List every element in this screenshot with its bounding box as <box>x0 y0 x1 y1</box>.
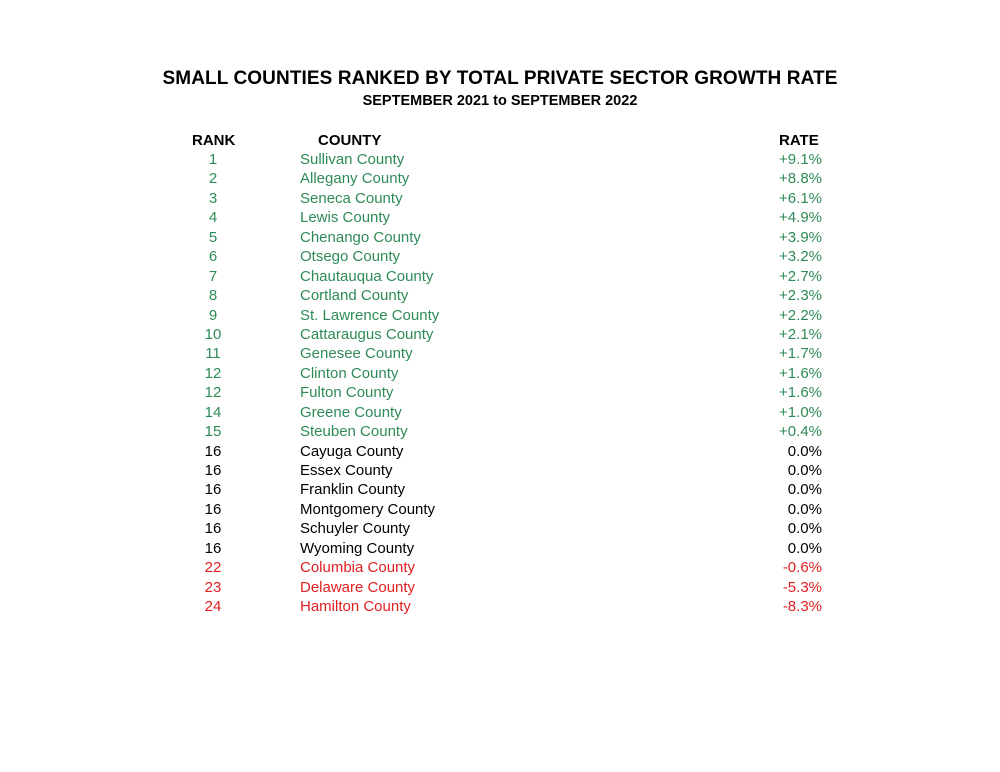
rate-cell: 0.0% <box>787 500 822 518</box>
table-row <box>0 480 1000 499</box>
county-cell: Clinton County <box>300 364 399 382</box>
rate-cell: 0.0% <box>787 539 822 557</box>
rank-cell: 12 <box>204 364 222 382</box>
table-row <box>0 306 1000 325</box>
table-row <box>0 461 1000 480</box>
rank-cell: 14 <box>204 403 222 421</box>
ranking-table <box>0 150 1000 617</box>
table-row <box>0 539 1000 558</box>
table-row <box>0 169 1000 188</box>
rate-cell: +9.1% <box>779 151 822 168</box>
rank-cell: 9 <box>208 306 218 324</box>
column-header-county: COUNTY <box>318 132 382 149</box>
rank-cell: 1 <box>208 151 218 168</box>
rank-cell: 16 <box>204 539 222 557</box>
county-cell: Schuyler County <box>300 520 411 538</box>
county-cell: Cattaraugus County <box>300 325 434 343</box>
rank-cell: 8 <box>208 287 218 305</box>
county-cell: Essex County <box>300 462 393 479</box>
county-cell: Seneca County <box>300 189 403 207</box>
rank-cell: 22 <box>204 559 222 577</box>
table-row <box>0 208 1000 227</box>
rank-cell: 5 <box>208 228 218 246</box>
table-row <box>0 597 1000 616</box>
rank-cell: 16 <box>204 462 222 479</box>
county-cell: Allegany County <box>300 170 410 188</box>
table-row <box>0 267 1000 286</box>
rate-cell: 0.0% <box>787 481 822 499</box>
rank-cell: 23 <box>204 578 222 596</box>
table-row <box>0 558 1000 577</box>
county-cell: Chautauqua County <box>300 267 434 285</box>
rate-cell: -5.3% <box>782 578 822 596</box>
county-cell: Cayuga County <box>300 442 404 460</box>
county-cell: Fulton County <box>300 384 394 402</box>
table-row <box>0 364 1000 383</box>
table-row <box>0 189 1000 208</box>
county-cell: Montgomery County <box>300 500 436 518</box>
rank-cell: 16 <box>204 442 222 460</box>
table-row <box>0 403 1000 422</box>
rate-cell: +1.6% <box>779 384 822 402</box>
table-row <box>0 500 1000 519</box>
page-title: SMALL COUNTIES RANKED BY TOTAL PRIVATE SECTOR GROWTH RATE <box>162 68 838 89</box>
county-cell: Delaware County <box>300 578 416 596</box>
column-header-rate: RATE <box>779 132 819 149</box>
county-cell: Lewis County <box>300 209 391 227</box>
rate-cell: 0.0% <box>787 462 822 479</box>
rank-cell: 16 <box>204 481 222 499</box>
rate-cell: 0.0% <box>787 520 822 538</box>
rank-cell: 3 <box>208 189 218 207</box>
county-cell: Hamilton County <box>300 598 411 616</box>
rate-cell: +0.4% <box>779 423 822 441</box>
county-cell: Otsego County <box>300 248 401 266</box>
table-row <box>0 325 1000 344</box>
rate-cell: +2.1% <box>779 325 822 343</box>
table-row <box>0 286 1000 305</box>
rank-cell: 24 <box>204 598 222 616</box>
table-row <box>0 247 1000 266</box>
rate-cell: -0.6% <box>782 559 822 577</box>
county-cell: Genesee County <box>300 345 413 363</box>
rate-cell: +1.7% <box>779 345 822 363</box>
rate-cell: +2.2% <box>779 306 822 324</box>
county-cell: Columbia County <box>300 559 416 577</box>
table-row <box>0 578 1000 597</box>
rate-cell: +6.1% <box>779 189 822 207</box>
rate-cell: -8.3% <box>782 598 822 616</box>
rate-cell: +3.9% <box>779 228 822 246</box>
county-cell: Wyoming County <box>300 539 415 557</box>
table-row <box>0 422 1000 441</box>
rank-cell: 16 <box>204 500 222 518</box>
rank-cell: 16 <box>204 520 222 538</box>
rate-cell: +1.0% <box>779 403 822 421</box>
page-subtitle: SEPTEMBER 2021 to SEPTEMBER 2022 <box>362 93 638 109</box>
rank-cell: 11 <box>205 345 221 363</box>
rank-cell: 7 <box>208 267 218 285</box>
rate-cell: 0.0% <box>787 442 822 460</box>
county-cell: St. Lawrence County <box>300 306 440 324</box>
county-cell: Sullivan County <box>300 151 405 168</box>
rank-cell: 6 <box>208 248 218 266</box>
table-row <box>0 344 1000 363</box>
rate-cell: +8.8% <box>779 170 822 188</box>
column-header-rank: RANK <box>192 132 236 149</box>
county-cell: Chenango County <box>300 228 421 246</box>
rate-cell: +3.2% <box>779 248 822 266</box>
table-row <box>0 383 1000 402</box>
county-cell: Steuben County <box>300 423 408 441</box>
rank-cell: 4 <box>208 209 218 227</box>
table-row <box>0 228 1000 247</box>
rank-cell: 2 <box>208 170 218 188</box>
rate-cell: +1.6% <box>779 364 822 382</box>
table-row <box>0 442 1000 461</box>
table-row <box>0 150 1000 169</box>
county-cell: Franklin County <box>300 481 406 499</box>
county-cell: Greene County <box>300 403 402 421</box>
county-cell: Cortland County <box>300 287 409 305</box>
rate-cell: +2.3% <box>779 287 822 305</box>
rank-cell: 12 <box>204 384 222 402</box>
table-row <box>0 519 1000 538</box>
rank-cell: 15 <box>204 423 222 441</box>
rate-cell: +4.9% <box>779 209 822 227</box>
rank-cell: 10 <box>204 325 222 343</box>
rate-cell: +2.7% <box>779 267 822 285</box>
